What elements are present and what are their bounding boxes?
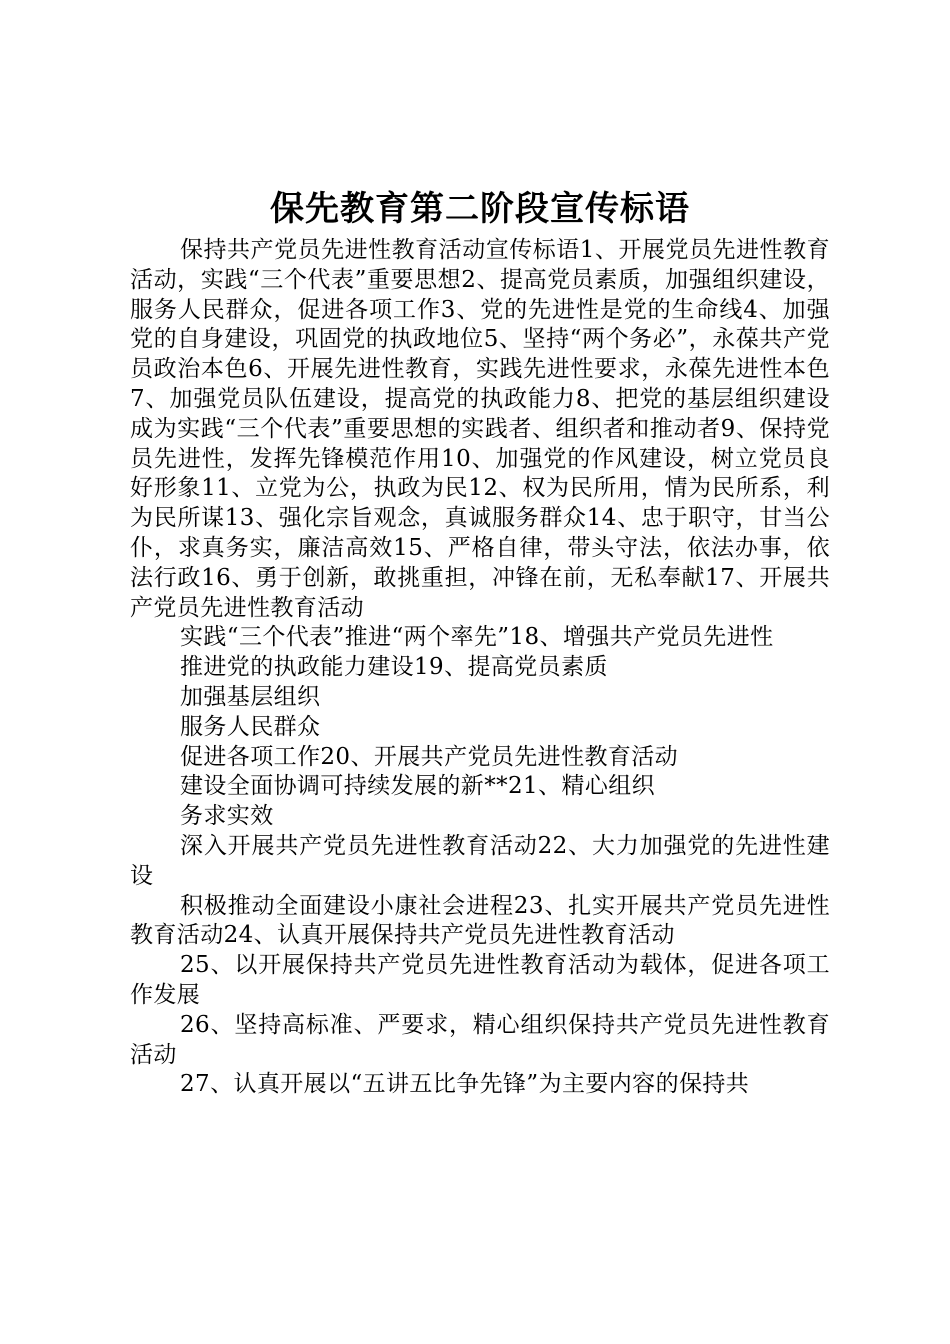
paragraph-line: 务求实效 bbox=[180, 803, 274, 830]
paragraph-slogan-22: 深入开展共产党员先进性教育活动22、大力加强党的先进性建设 bbox=[130, 832, 830, 889]
paragraph-slogan-21: 建设全面协调可持续发展的新**21、精心组织 bbox=[180, 773, 656, 800]
paragraph-slogans-1-17: 保持共产党员先进性教育活动宣传标语1、开展党员先进性教育活动，实践“三个代表”重要思想2、提高党员素质，加强组织建设，服务人民群众，促进各项工作3、党的先进性是党的生命线4、加强党的自身建设，巩固党的执政地位5、坚持“两个务必”，永葆共产党员政治本色6、开展先进性教育，实践先进性要求，永葆先进性本色7、加强党员队伍建设，提高党的执政能力8、把党的基层组织建设成为实践“三个代表”重要思想的实践者、组织者和推动者9、保持党员先进性，发挥先锋模范作用10、加强党的作风建设，树立党员良好形象11、立党为公，执政为民12、权为民所用，情为民所系，利为民所谋13、强化宗旨观念，真诚服务群众14、忠于职守，甘当公仆，求真务实，廉洁高效15、严格自律，带头守法，依法办事，依法行政16、勇于创新，敢挑重担，冲锋在前，无私奉献17、开展共产党员先进性教育活动 bbox=[130, 237, 830, 621]
paragraph-slogan-26: 26、坚持高标准、严要求，精心组织保持共产党员先进性教育活动 bbox=[130, 1011, 830, 1068]
document-title: 保先教育第二阶段宣传标语 bbox=[270, 189, 690, 229]
paragraph-line: 服务人民群众 bbox=[180, 713, 321, 740]
paragraph-slogans-23-24: 积极推动全面建设小康社会进程23、扎实开展共产党员先进性教育活动24、认真开展保持共产党员先进性教育活动 bbox=[130, 892, 830, 949]
paragraph-slogan-27: 27、认真开展以“五讲五比争先锋”为主要内容的保持共 bbox=[180, 1071, 750, 1098]
paragraph-slogan-18: 实践“三个代表”推进“两个率先”18、增强共产党员先进性 bbox=[180, 624, 774, 651]
document-page bbox=[130, 186, 830, 1100]
paragraph-line: 加强基层组织 bbox=[180, 683, 321, 710]
paragraph-slogan-20: 促进各项工作20、开展共产党员先进性教育活动 bbox=[180, 743, 679, 770]
paragraph-slogan-19: 推进党的执政能力建设19、提高党员素质 bbox=[180, 654, 608, 681]
paragraph-slogan-25: 25、以开展保持共产党员先进性教育活动为载体，促进各项工作发展 bbox=[130, 952, 830, 1008]
